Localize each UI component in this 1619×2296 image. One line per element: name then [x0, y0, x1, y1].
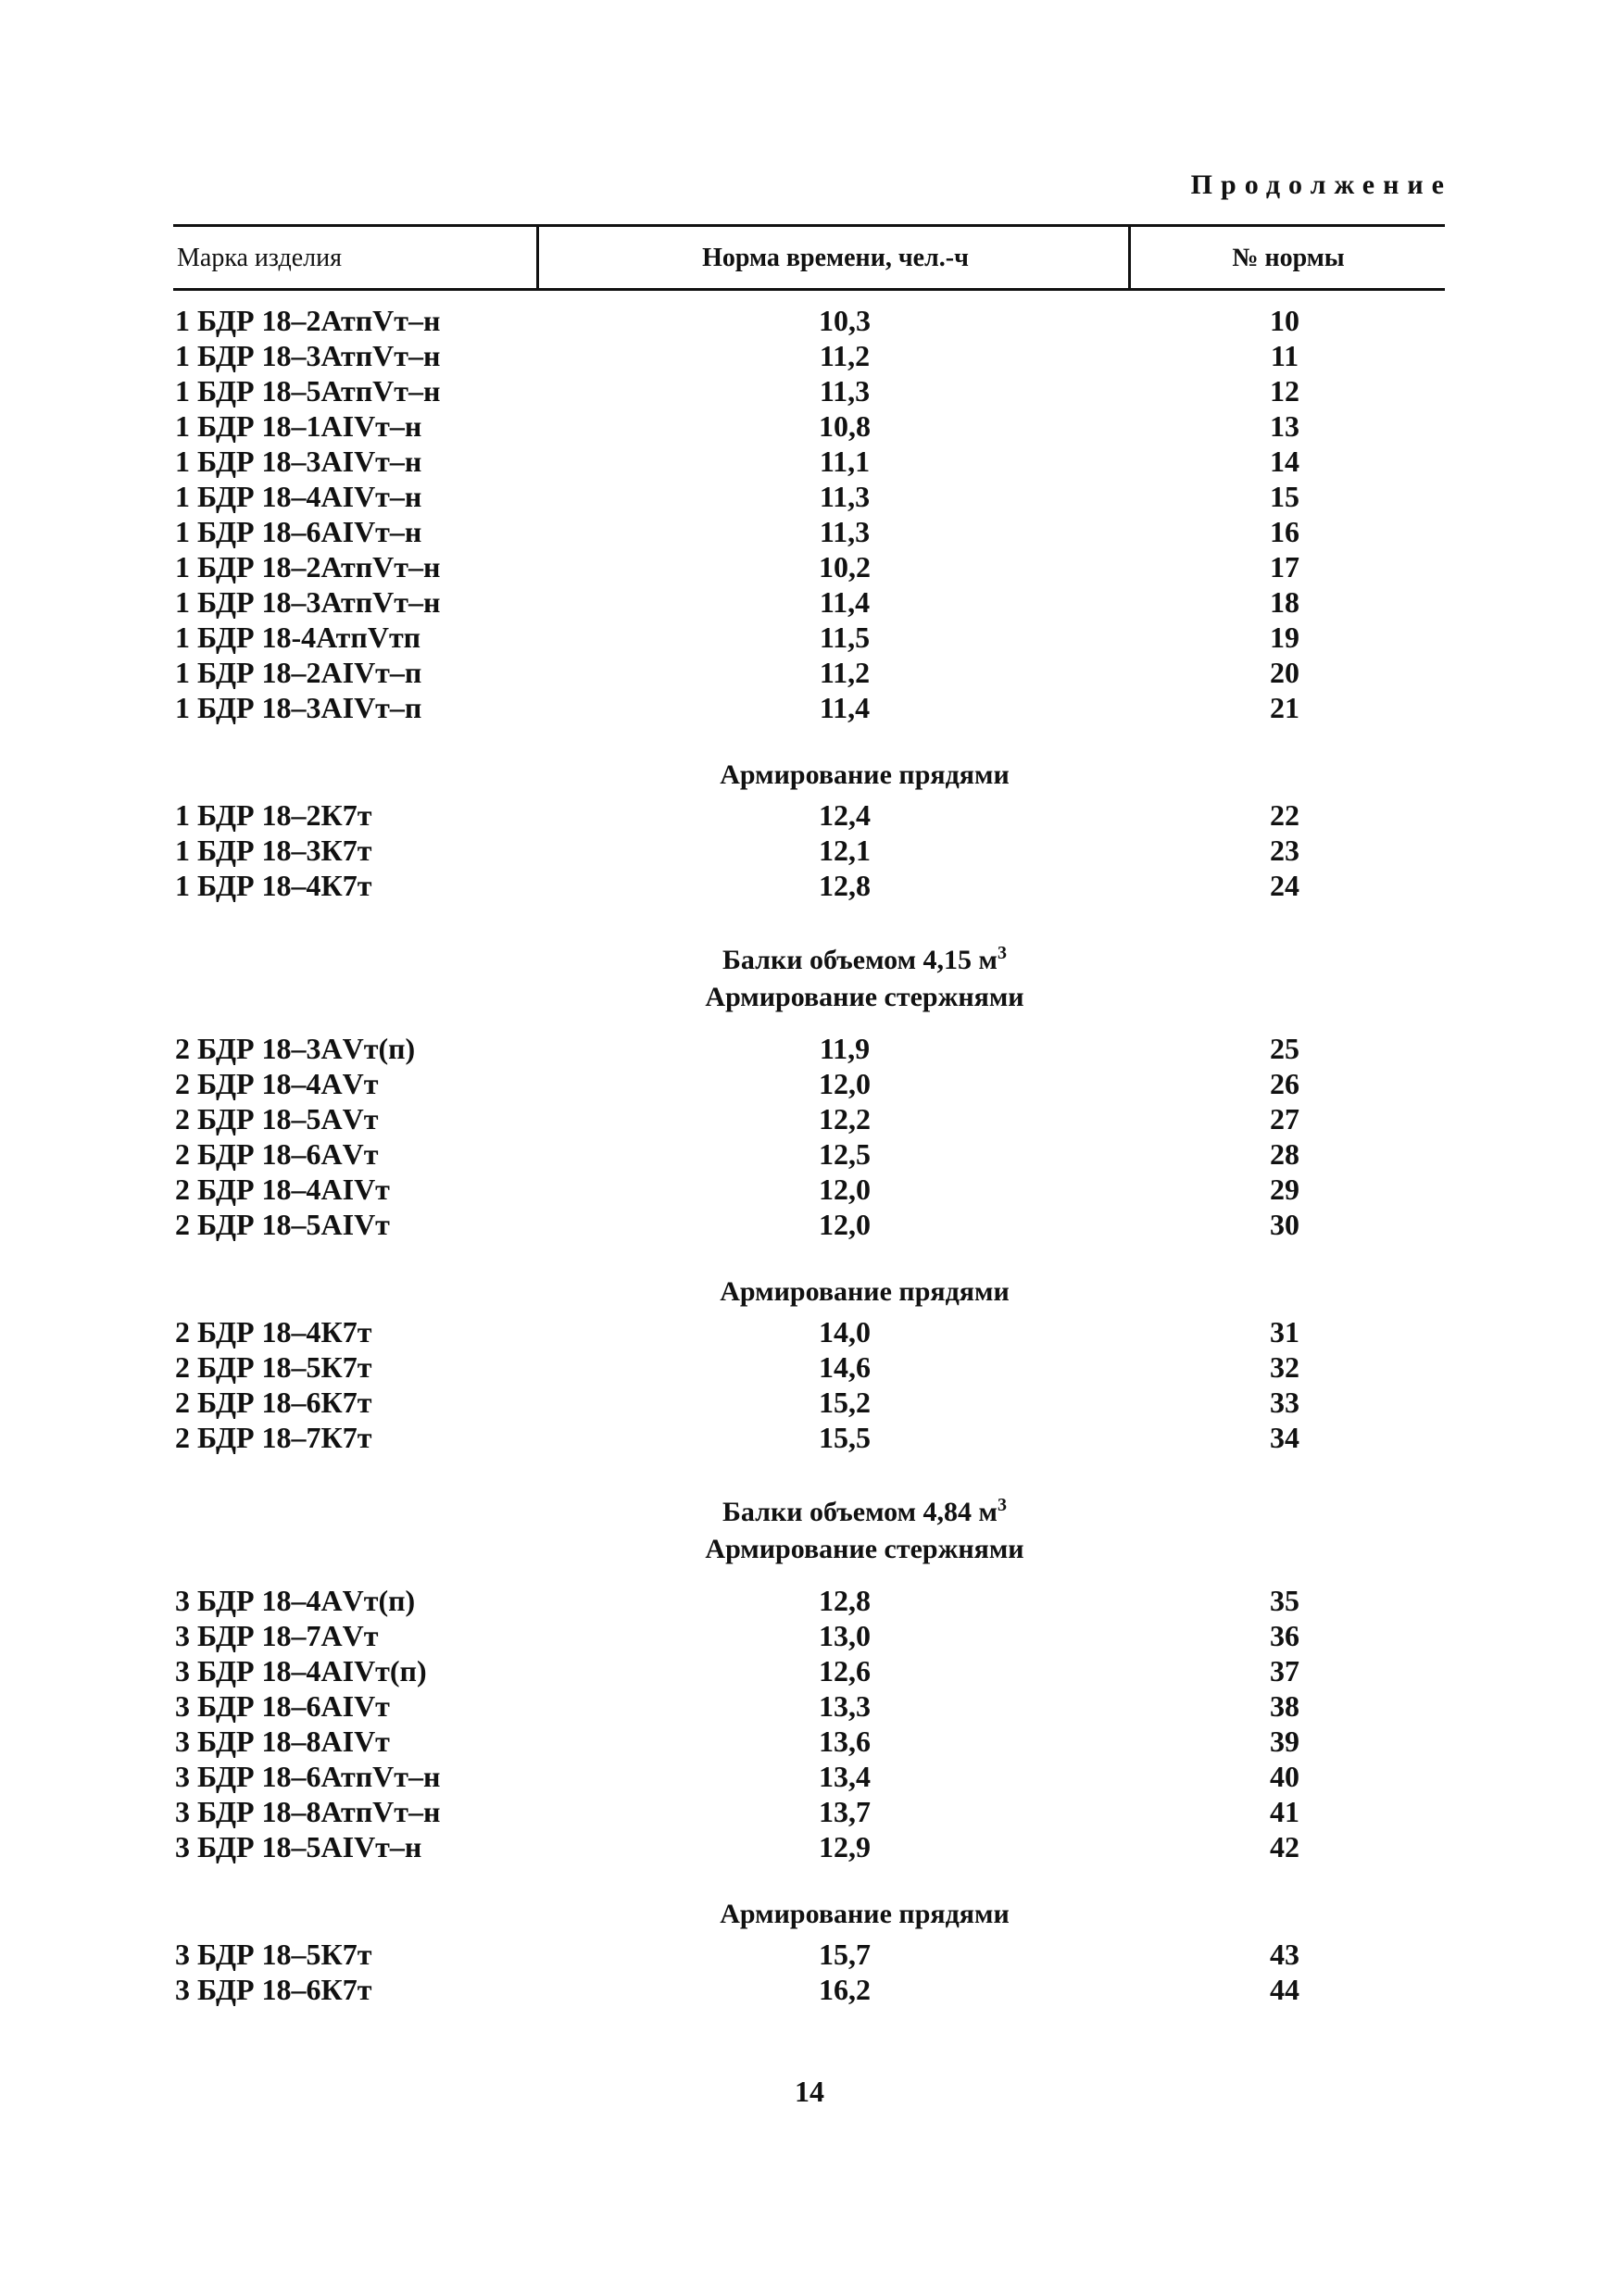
spacer — [173, 725, 1445, 753]
time-norm-cell: 10,8 — [819, 409, 871, 443]
table-row — [173, 620, 1445, 655]
time-norm-cell: 11,3 — [819, 374, 871, 408]
spacer — [173, 1455, 1445, 1483]
spacer — [173, 1242, 1445, 1270]
time-norm-cell: 10,3 — [819, 304, 871, 337]
norm-number-cell: 36 — [1270, 1619, 1299, 1652]
time-norm-cell: 10,2 — [819, 550, 871, 583]
block-5 — [173, 1583, 1445, 1864]
norm-number-cell: 32 — [1270, 1350, 1299, 1384]
product-mark-cell: 1 БДР 18–3АтпVт–н — [175, 339, 441, 372]
norm-number-cell: 35 — [1270, 1584, 1299, 1617]
product-mark-cell: 1 БДР 18–2АтпVт–н — [175, 304, 441, 337]
header-product-mark: Марка изделия — [177, 244, 342, 272]
time-norm-cell: 16,2 — [819, 1973, 871, 2006]
table-row — [173, 1618, 1445, 1653]
table-row — [173, 338, 1445, 373]
table-row — [173, 1583, 1445, 1618]
norm-number-cell: 10 — [1270, 304, 1299, 337]
time-norm-cell: 12,4 — [819, 798, 871, 832]
product-mark-cell: 3 БДР 18–4АIVт(п) — [175, 1654, 427, 1687]
product-mark-cell: 1 БДР 18–5АтпVт–н — [175, 374, 441, 408]
table-row — [173, 514, 1445, 549]
section-heading — [173, 931, 1445, 975]
table-row — [173, 1653, 1445, 1688]
product-mark-cell: 3 БДР 18–6К7т — [175, 1973, 372, 2006]
norm-number-cell: 39 — [1270, 1725, 1299, 1758]
norm-number-cell: 12 — [1270, 374, 1299, 408]
block-1 — [173, 303, 1445, 725]
time-norm-cell: 11,2 — [819, 656, 871, 689]
norm-number-cell: 43 — [1270, 1938, 1299, 1971]
time-norm-cell: 13,7 — [819, 1795, 871, 1828]
spacer — [173, 1020, 1445, 1031]
table-row — [173, 1688, 1445, 1724]
norm-number-cell: 33 — [1270, 1386, 1299, 1419]
table-row — [173, 1972, 1445, 2007]
section-heading: Армирование прядями — [720, 1899, 1010, 1929]
product-mark-cell: 2 БДР 18–4АVт — [175, 1067, 379, 1100]
product-mark-cell: 3 БДР 18–6АIVт — [175, 1689, 390, 1723]
time-norm-cell: 15,5 — [819, 1421, 871, 1454]
table-row — [173, 1207, 1445, 1242]
product-mark-cell: 1 БДР 18–3АIVт–п — [175, 691, 422, 724]
table-row — [173, 655, 1445, 690]
product-mark-cell: 1 БДР 18–2АтпVт–н — [175, 550, 441, 583]
product-mark-cell: 1 БДР 18-4АтпVтп — [175, 621, 421, 654]
table-row — [173, 1314, 1445, 1349]
norm-number-cell: 14 — [1270, 445, 1299, 478]
product-mark-cell: 1 БДР 18–6АIVт–н — [175, 515, 422, 548]
table-row — [173, 797, 1445, 833]
time-norm-cell: 12,5 — [819, 1137, 871, 1171]
product-mark-cell: 2 БДР 18–7К7т — [175, 1421, 372, 1454]
product-mark-cell: 2 БДР 18–5АVт — [175, 1102, 379, 1135]
table-row — [173, 408, 1445, 444]
norm-number-cell: 20 — [1270, 656, 1299, 689]
norm-number-cell: 38 — [1270, 1689, 1299, 1723]
norm-number-cell: 11 — [1270, 339, 1299, 372]
block-3 — [173, 1031, 1445, 1242]
norm-number-cell: 34 — [1270, 1421, 1299, 1454]
time-norm-cell: 13,3 — [819, 1689, 871, 1723]
product-mark-cell: 2 БДР 18–6АVт — [175, 1137, 379, 1171]
table-row — [173, 1066, 1445, 1101]
product-mark-cell: 3 БДР 18–6АтпVт–н — [175, 1760, 441, 1793]
beams-415-heading: Балки объемом 4,15 м — [722, 945, 998, 975]
norm-number-cell: 15 — [1270, 480, 1299, 513]
time-norm-cell: 11,4 — [819, 585, 871, 619]
time-norm-cell: 11,9 — [819, 1032, 871, 1065]
table-row — [173, 444, 1445, 479]
block-2 — [173, 797, 1445, 903]
norm-number-cell: 41 — [1270, 1795, 1299, 1828]
table-row — [173, 1031, 1445, 1066]
product-mark-cell: 1 БДР 18–4К7т — [175, 869, 372, 902]
time-norm-cell: 11,3 — [819, 480, 871, 513]
table-row — [173, 1724, 1445, 1759]
page-number: 14 — [795, 2075, 824, 2108]
norm-number-cell: 27 — [1270, 1102, 1299, 1135]
beams-484-heading: Балки объемом 4,84 м — [722, 1497, 998, 1527]
norm-number-cell: 40 — [1270, 1760, 1299, 1793]
block-6 — [173, 1937, 1445, 2007]
time-norm-cell: 15,7 — [819, 1938, 871, 1971]
time-norm-cell: 14,0 — [819, 1315, 871, 1349]
cubic-superscript: 3 — [997, 943, 1007, 963]
block-4 — [173, 1314, 1445, 1455]
product-mark-cell: 3 БДР 18–4АVт(п) — [175, 1584, 416, 1617]
table-row — [173, 1136, 1445, 1172]
norm-number-cell: 42 — [1270, 1830, 1299, 1863]
header-time-norm: Норма времени, чел.-ч — [702, 244, 969, 272]
time-norm-cell: 11,2 — [819, 339, 871, 372]
product-mark-cell: 2 БДР 18–4К7т — [175, 1315, 372, 1349]
table-row — [173, 868, 1445, 903]
product-mark-cell: 1 БДР 18–1АIVт–н — [175, 409, 422, 443]
table-header — [173, 224, 1445, 291]
time-norm-cell: 12,0 — [819, 1173, 871, 1206]
time-norm-cell: 12,6 — [819, 1654, 871, 1687]
product-mark-cell: 3 БДР 18–5АIVт–н — [175, 1830, 422, 1863]
product-mark-cell: 3 БДР 18–8АтпVт–н — [175, 1795, 441, 1828]
norm-number-cell: 24 — [1270, 869, 1299, 902]
norm-number-cell: 30 — [1270, 1208, 1299, 1241]
table-row — [173, 479, 1445, 514]
norms-table — [173, 224, 1445, 2007]
section-heading: Армирование стержнями — [705, 1534, 1024, 1564]
table-row — [173, 1385, 1445, 1420]
product-mark-cell: 2 БДР 18–4АIVт — [175, 1173, 390, 1206]
norm-number-cell: 19 — [1270, 621, 1299, 654]
norm-number-cell: 29 — [1270, 1173, 1299, 1206]
table-row — [173, 1759, 1445, 1794]
time-norm-cell: 13,6 — [819, 1725, 871, 1758]
product-mark-cell: 2 БДР 18–5АIVт — [175, 1208, 390, 1241]
product-mark-cell: 2 БДР 18–5К7т — [175, 1350, 372, 1384]
continuation-label: Продолжение — [1190, 169, 1452, 200]
table-row — [173, 1349, 1445, 1385]
table-row — [173, 549, 1445, 584]
section-heading: Армирование стержнями — [705, 982, 1024, 1012]
product-mark-cell: 1 БДР 18–3АтпVт–н — [175, 585, 441, 619]
norm-number-cell: 37 — [1270, 1654, 1299, 1687]
norm-number-cell: 21 — [1270, 691, 1299, 724]
table-row — [173, 1172, 1445, 1207]
norm-number-cell: 28 — [1270, 1137, 1299, 1171]
product-mark-cell: 1 БДР 18–4АIVт–н — [175, 480, 422, 513]
time-norm-cell: 15,2 — [819, 1386, 871, 1419]
product-mark-cell: 1 БДР 18–2К7т — [175, 798, 372, 832]
table-body — [173, 291, 1445, 2007]
time-norm-cell: 12,8 — [819, 869, 871, 902]
section-heading — [173, 1483, 1445, 1527]
time-norm-cell: 12,1 — [819, 834, 871, 867]
table-row — [173, 303, 1445, 338]
product-mark-cell: 3 БДР 18–5К7т — [175, 1938, 372, 1971]
product-mark-cell: 1 БДР 18–3К7т — [175, 834, 372, 867]
time-norm-cell: 11,4 — [819, 691, 871, 724]
product-mark-cell: 2 БДР 18–3АVт(п) — [175, 1032, 416, 1065]
norm-number-cell: 13 — [1270, 409, 1299, 443]
norm-number-cell: 25 — [1270, 1032, 1299, 1065]
product-mark-cell: 1 БДР 18–3АIVт–н — [175, 445, 422, 478]
norm-number-cell: 17 — [1270, 550, 1299, 583]
norm-number-cell: 44 — [1270, 1973, 1299, 2006]
time-norm-cell: 12,9 — [819, 1830, 871, 1863]
product-mark-cell: 1 БДР 18–2АIVт–п — [175, 656, 422, 689]
time-norm-cell: 11,5 — [819, 621, 871, 654]
section-heading: Армирование прядями — [720, 759, 1010, 790]
spacer — [173, 1572, 1445, 1583]
norm-number-cell: 16 — [1270, 515, 1299, 548]
section-heading: Армирование прядями — [720, 1276, 1010, 1307]
table-row — [173, 584, 1445, 620]
time-norm-cell: 12,0 — [819, 1067, 871, 1100]
time-norm-cell: 13,4 — [819, 1760, 871, 1793]
product-mark-cell: 3 БДР 18–7АVт — [175, 1619, 379, 1652]
cubic-superscript: 3 — [997, 1495, 1007, 1515]
time-norm-cell: 11,3 — [819, 515, 871, 548]
norm-number-cell: 18 — [1270, 585, 1299, 619]
spacer — [173, 1864, 1445, 1892]
table-row — [173, 1101, 1445, 1136]
time-norm-cell: 11,1 — [819, 445, 871, 478]
table-row — [173, 1829, 1445, 1864]
table-row — [173, 1937, 1445, 1972]
norm-number-cell: 26 — [1270, 1067, 1299, 1100]
time-norm-cell: 13,0 — [819, 1619, 871, 1652]
time-norm-cell: 12,0 — [819, 1208, 871, 1241]
norm-number-cell: 22 — [1270, 798, 1299, 832]
time-norm-cell: 12,8 — [819, 1584, 871, 1617]
spacer — [173, 903, 1445, 931]
time-norm-cell: 12,2 — [819, 1102, 871, 1135]
table-row — [173, 690, 1445, 725]
norm-number-cell: 23 — [1270, 834, 1299, 867]
time-norm-cell: 14,6 — [819, 1350, 871, 1384]
norm-number-cell: 31 — [1270, 1315, 1299, 1349]
table-row — [173, 833, 1445, 868]
header-norm-number: № нормы — [1232, 244, 1345, 272]
header-divider — [1128, 227, 1131, 288]
table-row — [173, 373, 1445, 408]
table-row — [173, 1794, 1445, 1829]
table-row — [173, 1420, 1445, 1455]
product-mark-cell: 3 БДР 18–8АIVт — [175, 1725, 390, 1758]
product-mark-cell: 2 БДР 18–6К7т — [175, 1386, 372, 1419]
